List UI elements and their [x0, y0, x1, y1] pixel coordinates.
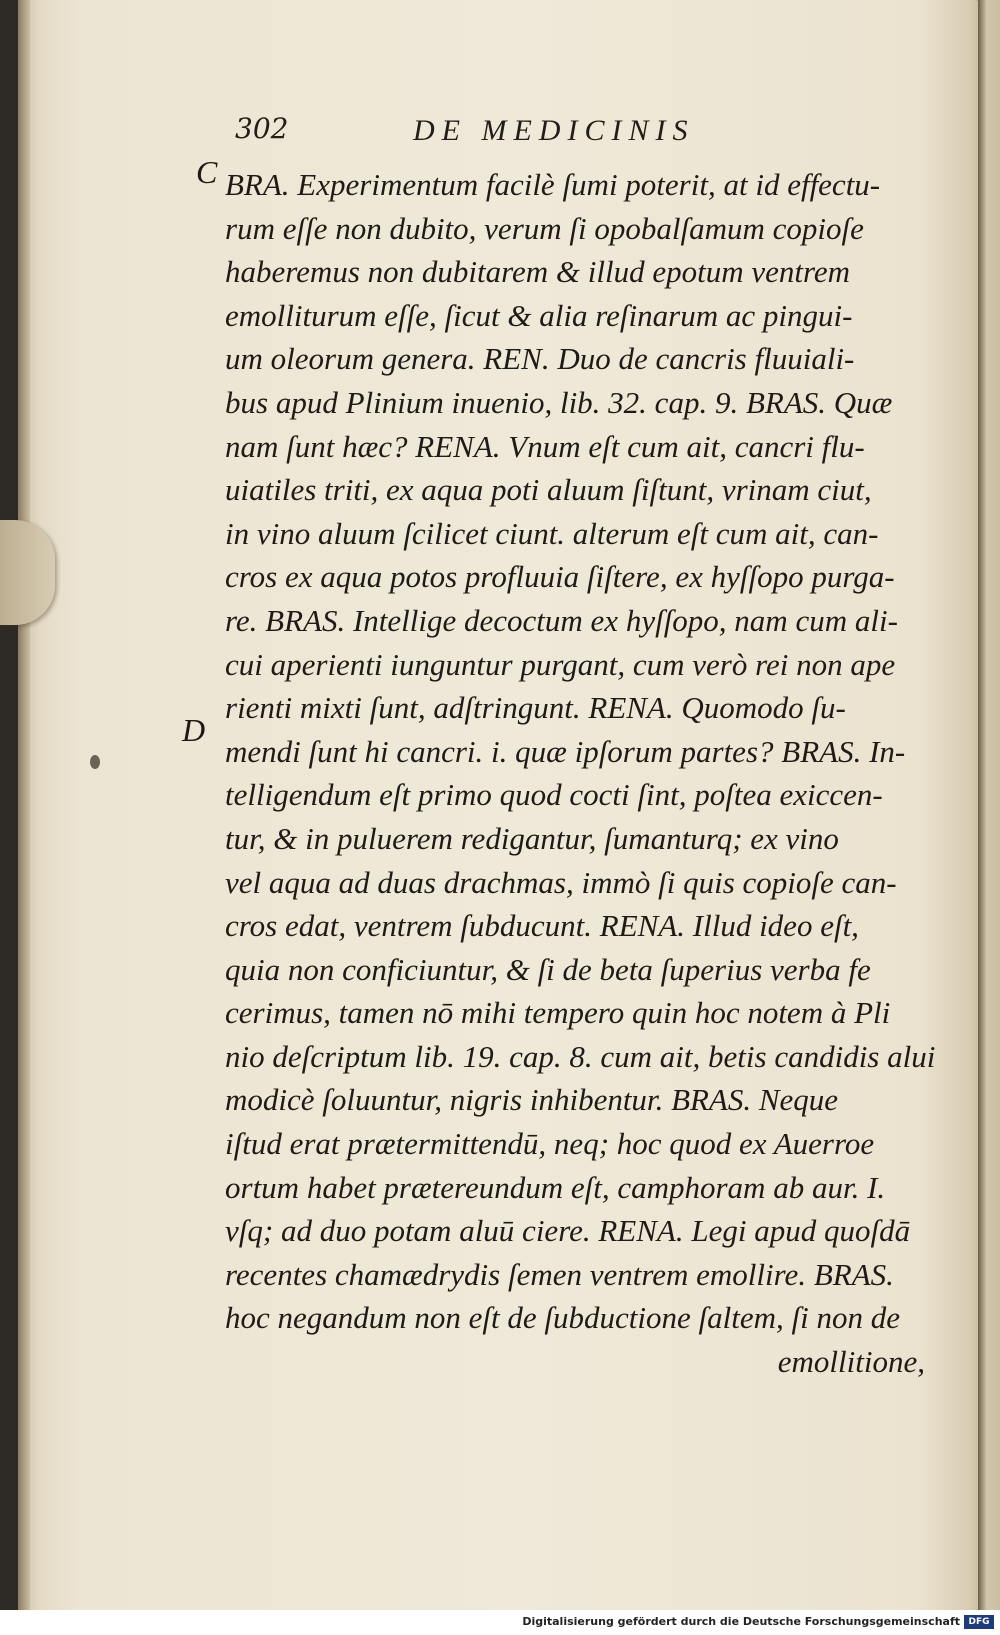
ink-spot: [90, 755, 100, 769]
text-line: mendi ſunt hi cancri. i. quæ ipſorum partes? BRAS. In-: [225, 733, 906, 769]
funding-credit: Digitalisierung gefördert durch die Deutsche Forschungsgemeinschaft: [522, 1615, 960, 1628]
text-line: nio deſcriptum lib. 19. cap. 8. cum ait, betis candidis alui: [225, 1038, 936, 1074]
text-line: uiatiles triti, ex aqua poti aluum ſiſtunt, vrinam ciut,: [225, 472, 872, 508]
page-tab: [0, 520, 55, 625]
text-line: rienti mixti ſunt, adſtringunt. RENA. Quomodo ſu-: [225, 690, 846, 726]
text-line: in vino aluum ſcilicet ciunt. alterum eſt cum ait, can-: [225, 515, 879, 551]
page-number: 302: [235, 112, 289, 145]
text-line: emolliturum eſſe, ſicut & alia reſinarum ac pingui-: [225, 297, 853, 333]
text-line: modicè ſoluuntur, nigris inhibentur. BRAS. Neque: [225, 1082, 839, 1118]
text-line: ortum habet prætereundum eſt, camphoram ab aur. I.: [225, 1169, 886, 1205]
running-title: DE MEDICINIS: [413, 114, 695, 147]
text-line: vel aqua ad duas drachmas, immò ſi quis copioſe can-: [225, 864, 897, 900]
text-line: nam ſunt hæc? RENA. Vnum eſt cum ait, cancri flu-: [225, 428, 865, 464]
margin-letter-c: C: [196, 154, 218, 190]
text-line: BRA. Experimentum facilè ſumi poterit, at id effectu-: [225, 167, 881, 202]
page-edge: [18, 0, 30, 1610]
footer-bar: [0, 1610, 1000, 1635]
facing-page-edge: [978, 0, 1000, 1610]
text-line: vſq; ad duo potam aluū ciere. RENA. Legi apud quoſdā: [225, 1213, 911, 1249]
text-line: cerimus, tamen nō mihi tempero quin hoc notem à Pli: [225, 995, 891, 1031]
text-line: um oleorum genera. REN. Duo de cancris fluuiali-: [225, 341, 855, 377]
text-line: recentes chamædrydis ſemen ventrem emollire. BRAS.: [225, 1256, 894, 1292]
margin-letter-d: D: [182, 712, 206, 748]
text-line: cui aperienti iunguntur purgant, cum verò rei non ape: [225, 646, 896, 682]
text-line: quia non conficiuntur, & ſi de beta ſuperius verba fe: [225, 951, 871, 987]
text-line: telligendum eſt primo quod cocti ſint, poſtea exiccen-: [225, 777, 883, 813]
text-line: rum eſſe non dubito, verum ſi opobalſamum copioſe: [225, 210, 864, 246]
text-line: tur, & in puluerem redigantur, ſumanturq; ex vino: [225, 820, 839, 856]
dfg-logo: DFG: [964, 1615, 994, 1629]
text-line: bus apud Plinium inuenio, lib. 32. cap. 9. BRAS. Quæ: [225, 384, 893, 420]
text-line: re. BRAS. Intellige decoctum ex hyſſopo, nam cum ali-: [225, 602, 898, 638]
text-line: iſtud erat prætermittendū, neq; hoc quod ex Auerroe: [225, 1126, 875, 1162]
text-line: cros ex aqua potos profluuia ſiſtere, ex hyſſopo purga-: [225, 559, 895, 595]
page-header: [235, 112, 795, 152]
catchword: emollitione,: [777, 1344, 925, 1380]
body-text: [225, 163, 945, 1384]
text-line: cros edat, ventrem ſubducunt. RENA. Illud ideo eſt,: [225, 908, 859, 944]
text-line: haberemus non dubitarem & illud epotum ventrem: [225, 254, 851, 290]
text-line: hoc negandum non eſt de ſubductione ſaltem, ſi non de: [225, 1300, 900, 1336]
